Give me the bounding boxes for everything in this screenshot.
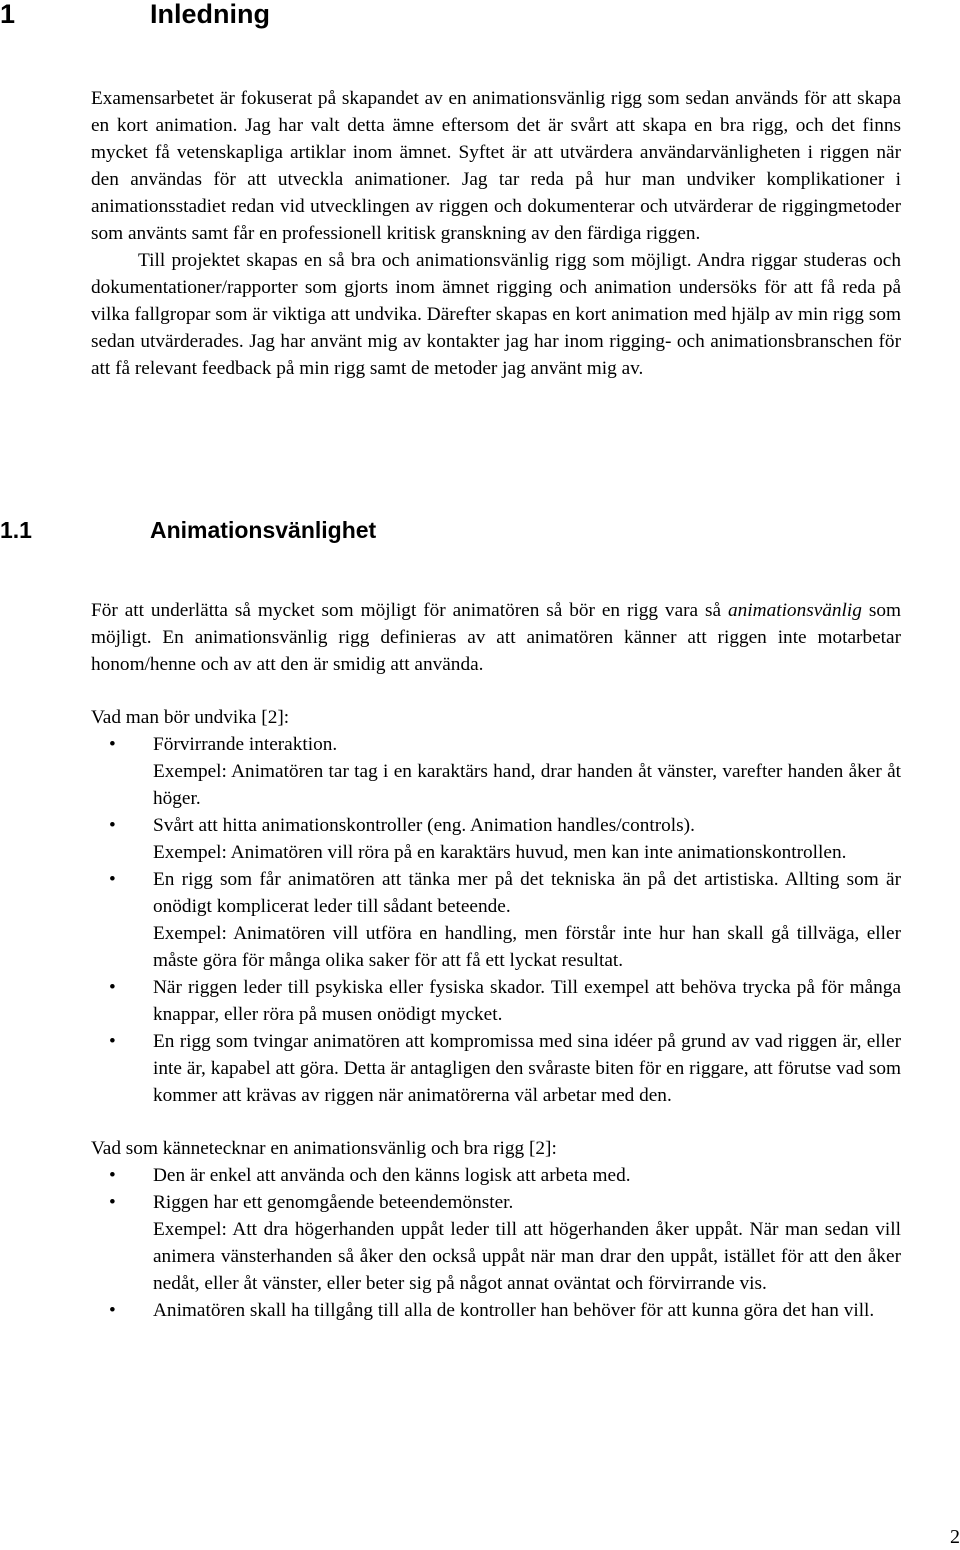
- intro-text: som möjligt. En animationsvänlig rigg definieras av att animatören känner att riggen inte motarbetar honom/henne och av att den är smidig att använda.: [91, 600, 901, 675]
- list-item-example: Exempel: Animatören vill utföra en handling, men förstår inte hur han skall gå tillväga, eller måste göra för många olika saker för att få ett lyckat resultat.: [153, 923, 901, 971]
- list-item: [91, 812, 901, 866]
- section-title: Animationsvänlighet: [150, 517, 377, 543]
- list-item-text: En rigg som får animatören att tänka mer på det tekniska än på det artistiska. Allting som är onödigt komplicerat leder till sådant beteende.: [153, 869, 901, 917]
- bullet-icon: •: [109, 1031, 116, 1052]
- list-item: [91, 866, 901, 974]
- list-item-text: Den är enkel att använda och den känns logisk att arbeta med.: [153, 1165, 631, 1186]
- section-1-body: [91, 85, 901, 382]
- list-item-text: Svårt att hitta animationskontroller (eng. Animation handles/controls).: [153, 815, 695, 836]
- list-item-text: Animatören skall ha tillgång till alla de kontroller han behöver för att kunna göra det han vill.: [153, 1300, 875, 1321]
- bullet-icon: •: [109, 869, 116, 890]
- intro-text: För att underlätta så mycket som möjligt för animatören så bör en rigg vara så: [91, 600, 722, 621]
- paragraph: [91, 597, 901, 678]
- section-title: Inledning: [150, 0, 270, 29]
- avoid-list: [91, 731, 901, 1109]
- list-item: [91, 731, 901, 812]
- list-item-text: När riggen leder till psykiska eller fysiska skador. Till exempel att behöva trycka på för många knappar, eller röra på musen onödigt mycket.: [153, 977, 901, 1025]
- bullet-icon: •: [109, 1300, 116, 1321]
- page-number: 2: [950, 1526, 960, 1548]
- bullet-icon: •: [109, 977, 116, 998]
- list-item: [91, 1162, 901, 1189]
- list-item: [91, 1189, 901, 1297]
- bullet-icon: •: [109, 1165, 116, 1186]
- emphasized-term: animationsvänlig: [728, 600, 862, 621]
- list-heading: Vad man bör undvika [2]:: [91, 707, 290, 728]
- list-item-example: Exempel: Animatören tar tag i en karaktärs hand, drar handen åt vänster, varefter handen åker åt höger.: [153, 761, 901, 809]
- list-item-example: Exempel: Att dra högerhanden uppåt leder till att högerhanden åker uppåt. När man sedan vill animera vänsterhanden så åker den också uppåt när man drar den uppåt, istället för att den åker nedåt, eller åt vänster, eller beter sig på något annat oväntat och förvirrande vis.: [153, 1219, 901, 1294]
- list-item: [91, 974, 901, 1028]
- section-1-1-body: [91, 597, 901, 1324]
- list-item-text: Riggen har ett genomgående beteendemönster.: [153, 1192, 514, 1213]
- bullet-icon: •: [109, 734, 116, 755]
- list-item-text: Förvirrande interaktion.: [153, 734, 338, 755]
- list-item: [91, 1297, 901, 1324]
- list-item: [91, 1028, 901, 1109]
- paragraph: Examensarbetet är fokuserat på skapandet av en animationsvänlig rigg som sedan används för att skapa en kort animation. Jag har valt detta ämne eftersom det är svårt att skapa en bra rigg, och det finns mycket få vetenskapliga artiklar inom ämnet. Syftet är att utvärdera användarvänligheten i riggen när den användas för att utveckla animationer. Jag tar reda på hur man undviker komplikationer i animationsstadiet redan vid utvecklingen av riggen och dokumenterar och utvärderar de riggingmetoder som använts samt får en professionell kritisk granskning av den färdiga riggen.: [91, 88, 901, 244]
- bullet-icon: •: [109, 815, 116, 836]
- paragraph: Till projektet skapas en så bra och animationsvänlig rigg som möjligt. Andra riggar studeras och dokumentationer/rapporter som gjorts inom ämnet rigging och animation undersöks för att få reda på vilka fallgropar som är viktiga att undvika. Därefter skapas en kort animation med hjälp av min rigg som sedan utvärderades. Jag har använt mig av kontakter jag har inom rigging- och animationsbranschen för att få relevant feedback på min rigg samt de metoder jag använt mig av.: [91, 250, 901, 379]
- list-item-example: Exempel: Animatören vill röra på en karaktärs huvud, men kan inte animationskontrollen.: [153, 842, 847, 863]
- section-number: 1: [0, 0, 16, 29]
- features-list: [91, 1162, 901, 1324]
- list-item-text: En rigg som tvingar animatören att kompromissa med sina idéer på grund av vad riggen är, eller inte är, kapabel att göra. Detta är antagligen den svåraste biten för en riggare, att förutse vad som kommer att krävas av riggen när animatörerna väl arbetar med den.: [153, 1031, 901, 1106]
- bullet-icon: •: [109, 1192, 116, 1213]
- section-number: 1.1: [0, 517, 32, 543]
- list-heading: Vad som kännetecknar en animationsvänlig och bra rigg [2]:: [91, 1138, 557, 1159]
